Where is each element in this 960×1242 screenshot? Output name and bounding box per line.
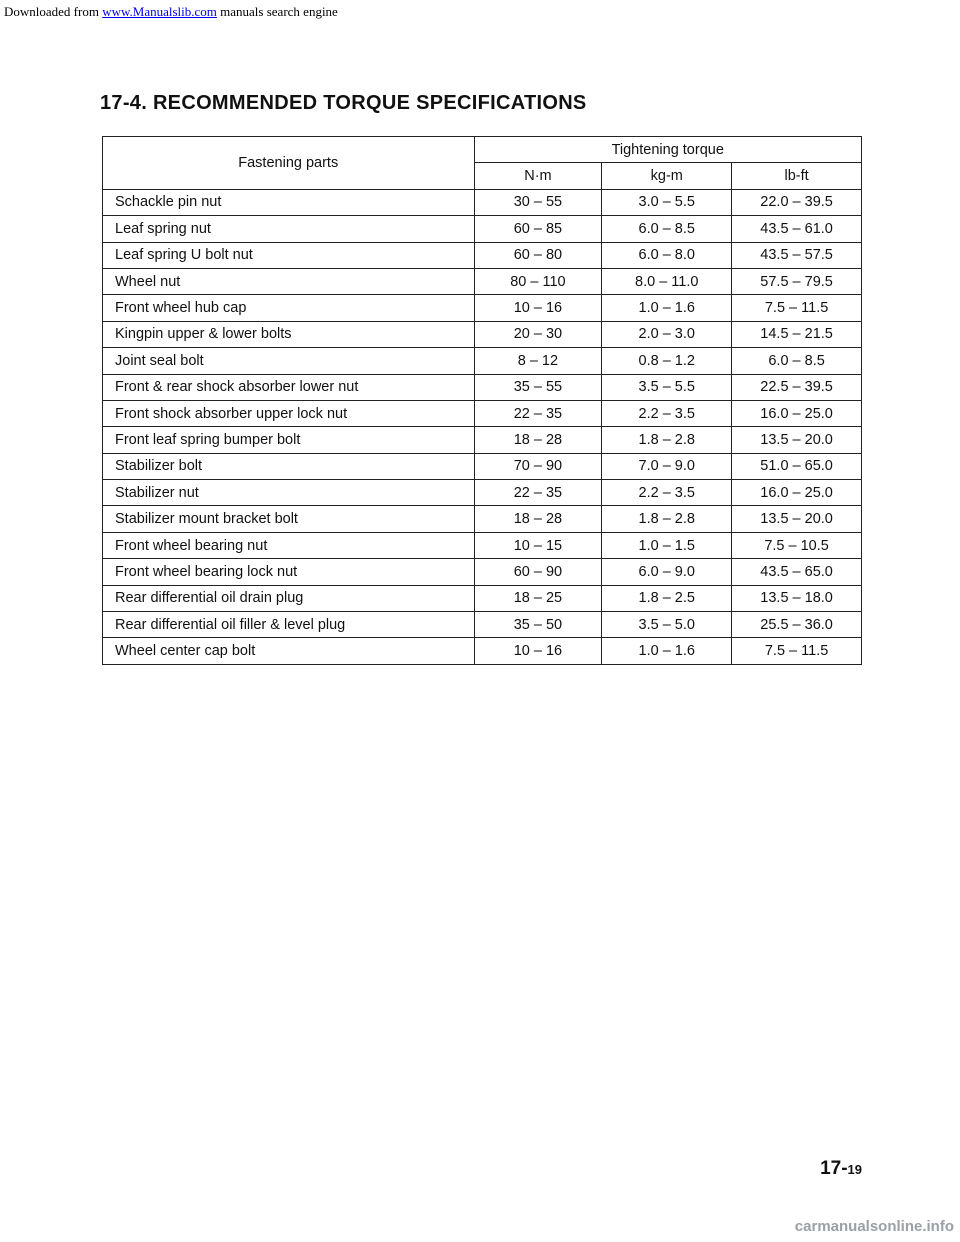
table-row (103, 189, 862, 215)
fastening-part-cell: Rear differential oil drain plug (103, 585, 475, 611)
lbft-cell: 16.0 – 25.0 (732, 480, 862, 506)
fastening-part-cell: Stabilizer nut (103, 480, 475, 506)
nm-cell: 10 – 16 (474, 295, 602, 321)
lbft-cell: 25.5 – 36.0 (732, 612, 862, 638)
kgm-cell: 1.0 – 1.5 (602, 532, 732, 558)
table-row (103, 242, 862, 268)
fastening-part-cell: Front shock absorber upper lock nut (103, 400, 475, 426)
nm-cell: 22 – 35 (474, 480, 602, 506)
nm-cell: 30 – 55 (474, 189, 602, 215)
lbft-cell: 22.5 – 39.5 (732, 374, 862, 400)
fastening-part-cell: Leaf spring nut (103, 216, 475, 242)
nm-cell: 8 – 12 (474, 348, 602, 374)
page-number-sub: 19 (847, 1162, 862, 1177)
lbft-cell: 7.5 – 10.5 (732, 532, 862, 558)
fastening-part-cell: Stabilizer bolt (103, 453, 475, 479)
kgm-cell: 1.8 – 2.8 (602, 427, 732, 453)
torque-spec-table (102, 136, 862, 665)
fastening-part-cell: Front leaf spring bumper bolt (103, 427, 475, 453)
lbft-cell: 57.5 – 79.5 (732, 268, 862, 294)
lbft-cell: 14.5 – 21.5 (732, 321, 862, 347)
download-header (4, 4, 338, 20)
nm-cell: 10 – 15 (474, 532, 602, 558)
kgm-cell: 6.0 – 9.0 (602, 559, 732, 585)
table-row (103, 585, 862, 611)
kgm-cell: 3.0 – 5.5 (602, 189, 732, 215)
header-kgm: kg-m (602, 163, 732, 189)
fastening-part-cell: Front & rear shock absorber lower nut (103, 374, 475, 400)
kgm-cell: 3.5 – 5.0 (602, 612, 732, 638)
fastening-part-cell: Wheel nut (103, 268, 475, 294)
lbft-cell: 22.0 – 39.5 (732, 189, 862, 215)
lbft-cell: 6.0 – 8.5 (732, 348, 862, 374)
kgm-cell: 7.0 – 9.0 (602, 453, 732, 479)
table-row (103, 532, 862, 558)
table-row (103, 427, 862, 453)
nm-cell: 70 – 90 (474, 453, 602, 479)
kgm-cell: 2.2 – 3.5 (602, 400, 732, 426)
table-row (103, 321, 862, 347)
nm-cell: 35 – 50 (474, 612, 602, 638)
section-title: 17-4. RECOMMENDED TORQUE SPECIFICATIONS (100, 92, 587, 114)
table-row (103, 400, 862, 426)
table-row (103, 559, 862, 585)
torque-table-body (103, 189, 862, 664)
kgm-cell: 1.0 – 1.6 (602, 295, 732, 321)
nm-cell: 35 – 55 (474, 374, 602, 400)
kgm-cell: 8.0 – 11.0 (602, 268, 732, 294)
table-row (103, 268, 862, 294)
fastening-part-cell: Wheel center cap bolt (103, 638, 475, 664)
fastening-part-cell: Front wheel hub cap (103, 295, 475, 321)
nm-cell: 22 – 35 (474, 400, 602, 426)
download-header-suffix: manuals search engine (216, 4, 338, 19)
nm-cell: 80 – 110 (474, 268, 602, 294)
manualslib-link[interactable]: www.Manualslib.com (102, 4, 217, 19)
lbft-cell: 43.5 – 57.5 (732, 242, 862, 268)
table-row (103, 348, 862, 374)
lbft-cell: 43.5 – 65.0 (732, 559, 862, 585)
table-row (103, 480, 862, 506)
fastening-part-cell: Front wheel bearing nut (103, 532, 475, 558)
lbft-cell: 13.5 – 18.0 (732, 585, 862, 611)
kgm-cell: 6.0 – 8.0 (602, 242, 732, 268)
kgm-cell: 2.2 – 3.5 (602, 480, 732, 506)
table-row (103, 216, 862, 242)
header-tightening-torque: Tightening torque (474, 137, 862, 163)
nm-cell: 18 – 28 (474, 427, 602, 453)
kgm-cell: 1.8 – 2.5 (602, 585, 732, 611)
nm-cell: 18 – 25 (474, 585, 602, 611)
lbft-cell: 7.5 – 11.5 (732, 295, 862, 321)
nm-cell: 10 – 16 (474, 638, 602, 664)
lbft-cell: 7.5 – 11.5 (732, 638, 862, 664)
table-row (103, 453, 862, 479)
kgm-cell: 0.8 – 1.2 (602, 348, 732, 374)
header-lbft: lb-ft (732, 163, 862, 189)
fastening-part-cell: Joint seal bolt (103, 348, 475, 374)
table-row (103, 295, 862, 321)
lbft-cell: 13.5 – 20.0 (732, 506, 862, 532)
download-header-prefix: Downloaded from (4, 4, 103, 19)
footer-watermark: carmanualsonline.info (794, 1218, 954, 1235)
page-number-main: 17- (820, 1158, 848, 1179)
page-number (820, 1158, 862, 1180)
table-row (103, 506, 862, 532)
nm-cell: 18 – 28 (474, 506, 602, 532)
kgm-cell: 6.0 – 8.5 (602, 216, 732, 242)
kgm-cell: 2.0 – 3.0 (602, 321, 732, 347)
lbft-cell: 51.0 – 65.0 (732, 453, 862, 479)
lbft-cell: 13.5 – 20.0 (732, 427, 862, 453)
nm-cell: 20 – 30 (474, 321, 602, 347)
lbft-cell: 16.0 – 25.0 (732, 400, 862, 426)
table-row (103, 612, 862, 638)
lbft-cell: 43.5 – 61.0 (732, 216, 862, 242)
fastening-part-cell: Stabilizer mount bracket bolt (103, 506, 475, 532)
fastening-part-cell: Schackle pin nut (103, 189, 475, 215)
table-row (103, 374, 862, 400)
fastening-part-cell: Kingpin upper & lower bolts (103, 321, 475, 347)
nm-cell: 60 – 90 (474, 559, 602, 585)
header-nm: N·m (474, 163, 602, 189)
nm-cell: 60 – 80 (474, 242, 602, 268)
table-row (103, 638, 862, 664)
kgm-cell: 3.5 – 5.5 (602, 374, 732, 400)
nm-cell: 60 – 85 (474, 216, 602, 242)
kgm-cell: 1.8 – 2.8 (602, 506, 732, 532)
kgm-cell: 1.0 – 1.6 (602, 638, 732, 664)
fastening-part-cell: Front wheel bearing lock nut (103, 559, 475, 585)
header-fastening-parts: Fastening parts (103, 137, 475, 190)
fastening-part-cell: Leaf spring U bolt nut (103, 242, 475, 268)
fastening-part-cell: Rear differential oil filler & level plug (103, 612, 475, 638)
